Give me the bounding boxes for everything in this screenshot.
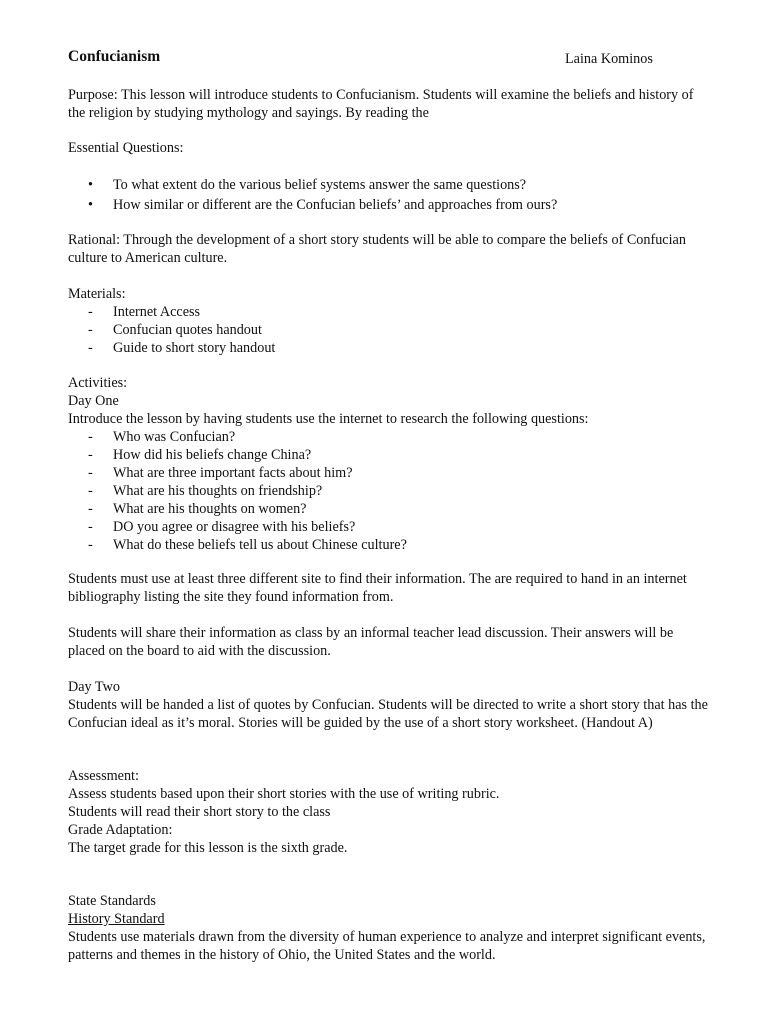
activities-heading: Activities: (68, 375, 128, 391)
day-one-heading: Day One (68, 393, 119, 409)
history-standard-text: Students use materials drawn from the diversity of human experience to analyze and interpret significant events, patterns and themes in the history of Ohio, the United States and the world. (68, 929, 706, 963)
sites-paragraph: Students must use at least three different site to find their information. The are required to hand in an internet bibliography listing the site they found information from. (68, 571, 687, 605)
materials-heading: Materials: (68, 286, 126, 302)
assessment-line-2: Students will read their short story to the class (68, 804, 331, 820)
day-one-intro: Introduce the lesson by having students use the internet to research the following questions: (68, 411, 589, 427)
author-name: Laina Kominos (565, 51, 653, 67)
list-item: - Guide to short story handout (88, 339, 275, 357)
rational-paragraph: Rational: Through the development of a short story students will be able to compare the beliefs of Confucian culture to American culture. (68, 232, 686, 266)
grade-adaptation-text: The target grade for this lesson is the sixth grade. (68, 840, 348, 856)
list-item: - What are his thoughts on women? (88, 500, 407, 518)
document-title: Confucianism (68, 48, 161, 65)
share-paragraph: Students will share their information as class by an informal teacher lead discussion. Their answers will be placed on the board to aid with the discussion. (68, 625, 674, 659)
list-item: - DO you agree or disagree with his beliefs? (88, 518, 407, 536)
list-item: - What do these beliefs tell us about Chinese culture? (88, 536, 407, 554)
essential-questions-heading: Essential Questions: (68, 140, 184, 156)
list-item: • To what extent do the various belief systems answer the same questions? (88, 176, 557, 196)
list-item: • How similar or different are the Confucian beliefs’ and approaches from ours? (88, 196, 557, 216)
day-two-heading: Day Two (68, 679, 120, 695)
list-item: - Internet Access (88, 303, 275, 321)
list-item: - What are his thoughts on friendship? (88, 482, 407, 500)
assessment-line-1: Assess students based upon their short stories with the use of writing rubric. (68, 786, 500, 802)
list-item: - Confucian quotes handout (88, 321, 275, 339)
list-item: - Who was Confucian? (88, 428, 407, 446)
materials-list (88, 303, 275, 357)
day-two-paragraph: Students will be handed a list of quotes by Confucian. Students will be directed to write a short story that has the Confucian ideal as it’s moral. Stories will be guided by the use of a short story worksheet. (Handout A) (68, 697, 708, 731)
assessment-heading: Assessment: (68, 768, 139, 784)
state-standards-heading: State Standards (68, 893, 156, 909)
purpose-paragraph: Purpose: This lesson will introduce students to Confucianism. Students will examine the beliefs and history of the religion by studying mythology and sayings. By reading the (68, 87, 694, 121)
essential-questions-list (88, 176, 557, 216)
list-item: - How did his beliefs change China? (88, 446, 407, 464)
grade-adaptation-heading: Grade Adaptation: (68, 822, 173, 838)
research-questions-list (88, 428, 407, 554)
history-standard-subheading: History Standard (68, 911, 165, 927)
list-item: - What are three important facts about him? (88, 464, 407, 482)
